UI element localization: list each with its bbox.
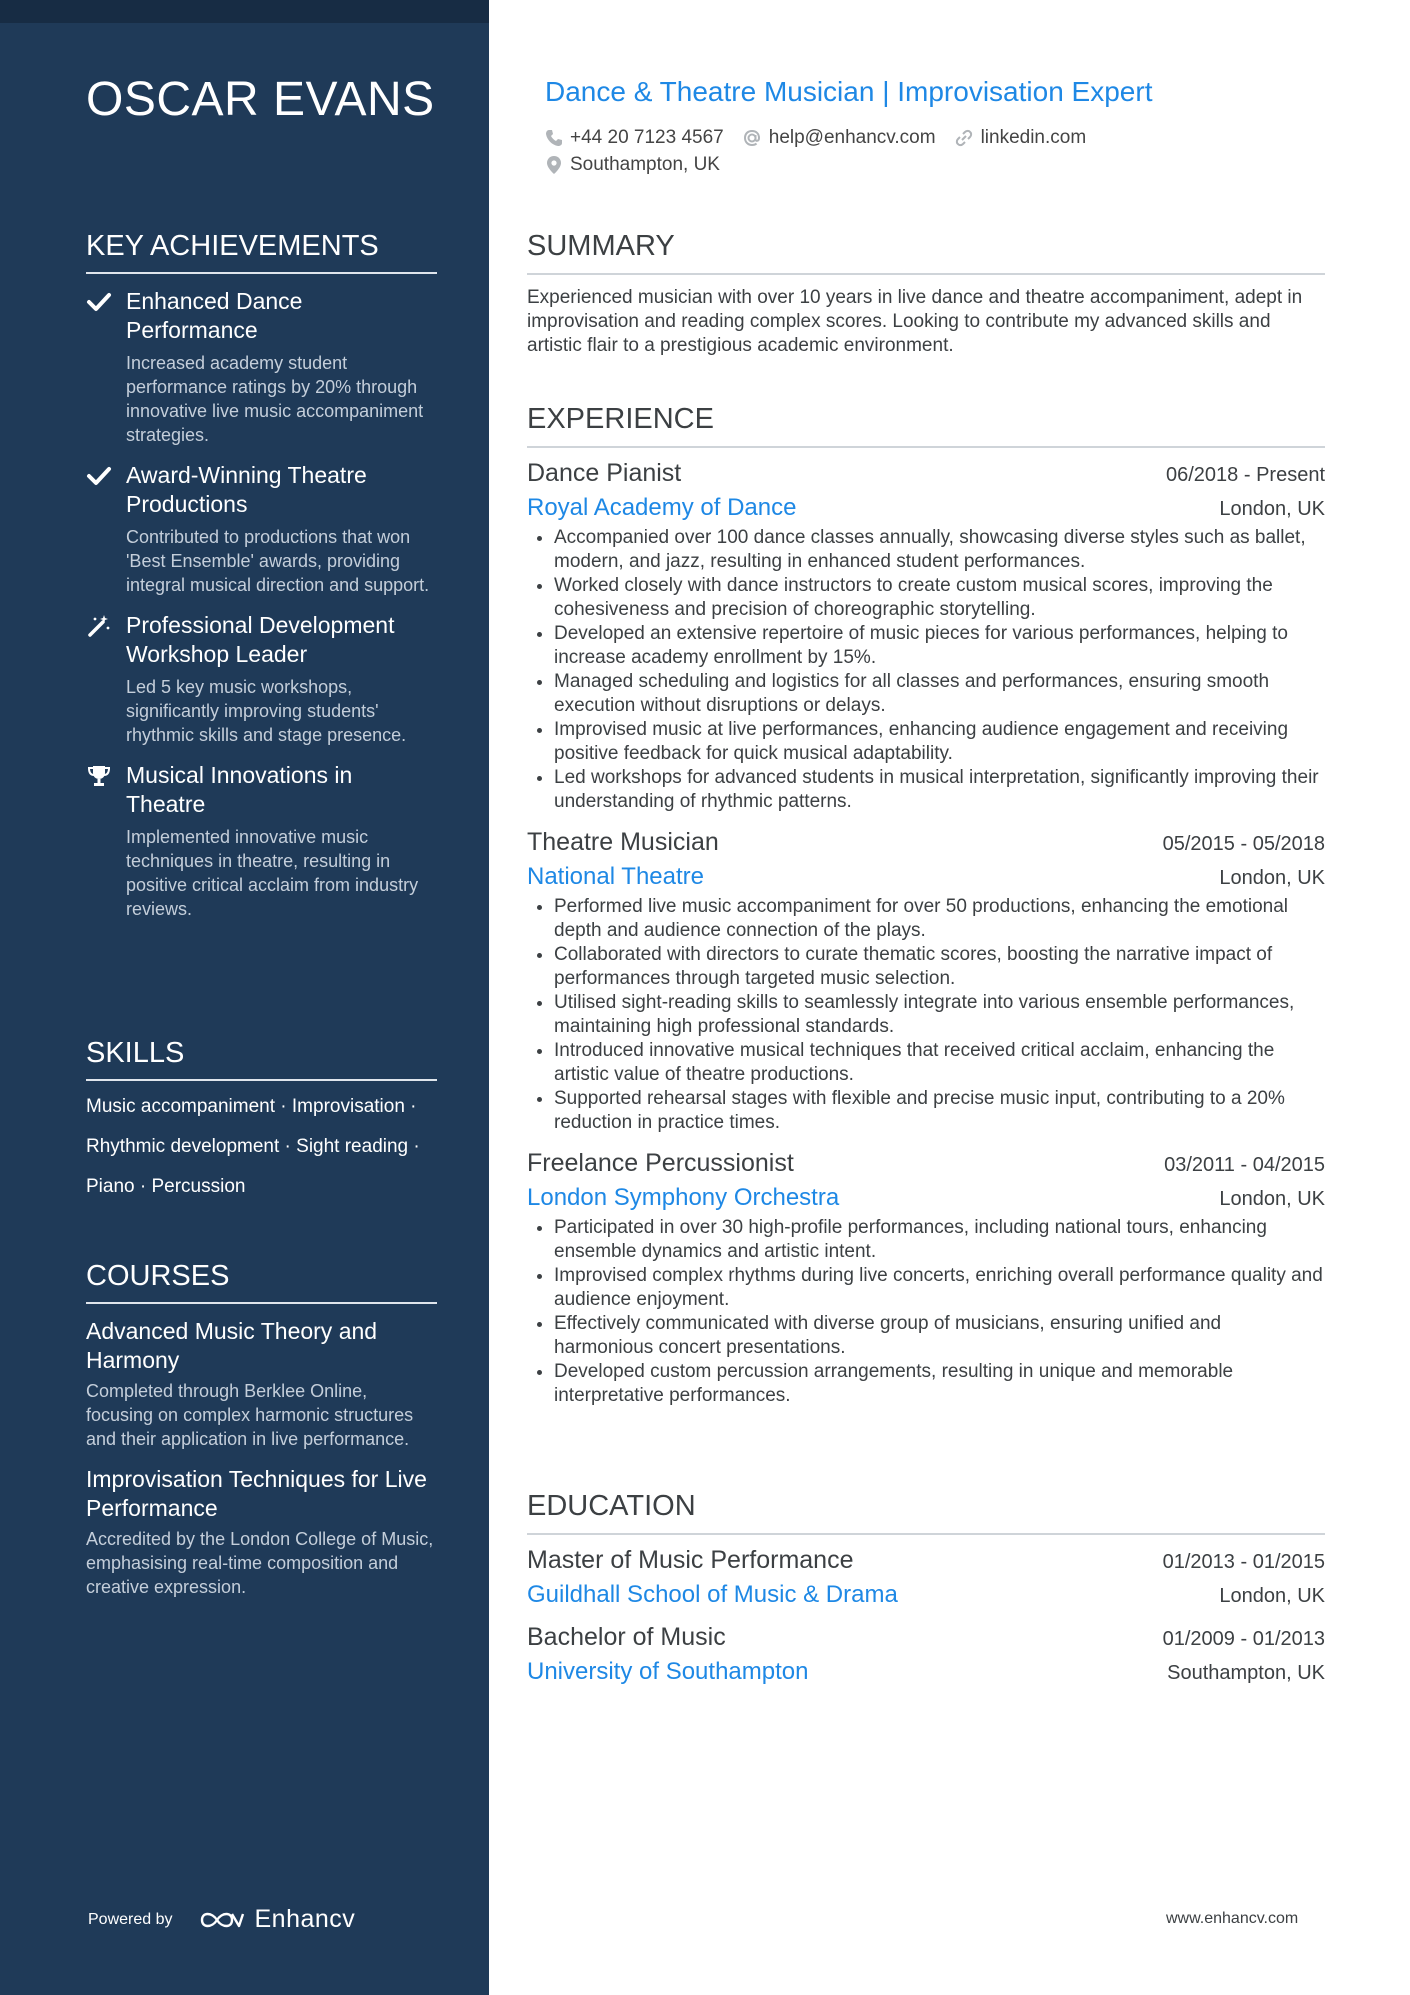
courses-section	[86, 1260, 437, 1599]
linkedin-link: linkedin.com	[980, 126, 1087, 148]
job-location: London, UK	[1219, 867, 1325, 889]
job-dates: 06/2018 - Present	[1166, 464, 1325, 486]
email-address: help@enhancv.com	[768, 126, 936, 148]
bullet-item: • Developed custom percussion arrangements, resulting in unique and memorable interpretative performances.	[554, 1360, 1325, 1408]
course-description: Completed through Berklee Online, focusing on complex harmonic structures and their application in live performance.	[86, 1381, 414, 1449]
courses-heading: COURSES	[86, 1260, 437, 1304]
achievement-description: Implemented innovative music techniques in theatre, resulting in positive critical acclaim from industry reviews.	[126, 827, 419, 919]
bullet-item: • Improvised music at live performances, enhancing audience engagement and receiving positive feedback for quick musical adaptability.	[554, 718, 1325, 766]
sidebar-top-bar	[0, 0, 489, 23]
summary-text: Experienced musician with over 10 years in live dance and theatre accompaniment, adept in improvisation and reading complex scores. Looking to contribute my advanced skills and artistic flair to a prestigious academic environment.	[527, 287, 1303, 356]
link-icon	[954, 128, 974, 148]
achievement-item	[86, 611, 437, 747]
degree-title: Bachelor of Music	[527, 1623, 726, 1651]
job-title: Freelance Percussionist	[527, 1149, 794, 1177]
summary-section	[527, 230, 1325, 358]
job-location: London, UK	[1219, 498, 1325, 520]
linkedin-contact[interactable]	[954, 127, 1087, 149]
phone-icon	[545, 129, 563, 147]
course-title: Improvisation Techniques for Live Performance	[86, 1466, 427, 1521]
experience-section	[527, 403, 1325, 1408]
course-description: Accredited by the London College of Music, emphasising real-time composition and creative expression.	[86, 1529, 434, 1597]
job-title: Theatre Musician	[527, 828, 719, 856]
school-name: University of Southampton	[527, 1658, 809, 1685]
bullet-item: • Introduced innovative musical techniques that received critical acclaim, enhancing the artistic value of theatre productions.	[554, 1039, 1325, 1087]
key-achievements-section	[86, 230, 437, 921]
achievement-title: Enhanced Dance Performance	[126, 288, 303, 343]
course-item	[86, 1465, 437, 1599]
education-dates: 01/2013 - 01/2015	[1162, 1551, 1325, 1573]
enhancv-logo-icon	[199, 1908, 245, 1932]
bullet-item: • Accompanied over 100 dance classes annually, showcasing diverse styles such as ballet, modern, and jazz, resulting in enhanced student performances.	[554, 526, 1325, 574]
contact-info	[545, 124, 1104, 178]
achievement-item	[86, 761, 437, 921]
achievement-description: Led 5 key music workshops, significantly improving students' rhythmic skills and stage presence.	[126, 677, 407, 745]
checkmark-icon	[86, 464, 112, 488]
job-title: Dance Pianist	[527, 459, 682, 487]
location-pin-icon	[545, 155, 563, 175]
bullet-item: • Supported rehearsal stages with flexible and precise music input, contributing to a 20% reduction in practice times.	[554, 1087, 1325, 1135]
location-contact	[545, 154, 720, 176]
bullet-item: • Participated in over 30 high-profile performances, including national tours, enhancing ensemble dynamics and artistic intent.	[554, 1216, 1325, 1264]
job-entry	[527, 828, 1325, 1135]
skills-section	[86, 1037, 437, 1199]
course-title: Advanced Music Theory and Harmony	[86, 1318, 378, 1373]
website-link[interactable]: www.enhancv.com	[1166, 1910, 1299, 1927]
education-dates: 01/2009 - 01/2013	[1162, 1628, 1325, 1650]
job-dates: 05/2015 - 05/2018	[1162, 833, 1325, 855]
phone-contact[interactable]	[545, 127, 724, 149]
education-section	[527, 1490, 1325, 1686]
company-name: National Theatre	[527, 863, 704, 890]
job-bullets	[527, 895, 1325, 1135]
bullet-item: • Led workshops for advanced students in musical interpretation, significantly improving their understanding of rhythmic patterns.	[554, 766, 1325, 814]
job-dates: 03/2011 - 04/2015	[1164, 1154, 1325, 1176]
candidate-name: OSCAR EVANS	[86, 73, 435, 126]
education-entry	[527, 1623, 1325, 1686]
bullet-item: • Improvised complex rhythms during live concerts, enriching overall performance quality and audience enjoyment.	[554, 1264, 1325, 1312]
achievement-title: Award-Winning Theatre Productions	[126, 462, 367, 517]
bullet-item: • Collaborated with directors to curate thematic scores, boosting the narrative impact of performances through targeted music selection.	[554, 943, 1325, 991]
company-name: London Symphony Orchestra	[527, 1184, 840, 1211]
job-bullets	[527, 1216, 1325, 1408]
skills-heading: SKILLS	[86, 1037, 437, 1081]
checkmark-icon	[86, 290, 112, 314]
headline: Dance & Theatre Musician | Improvisation Expert	[545, 76, 1153, 107]
achievement-item	[86, 461, 437, 597]
education-entry	[527, 1546, 1325, 1609]
at-icon	[742, 128, 762, 148]
skills-line: Rhythmic development · Sight reading ·	[86, 1136, 420, 1157]
achievement-title: Professional Development Workshop Leader	[126, 612, 395, 667]
experience-heading: EXPERIENCE	[527, 403, 1325, 448]
skills-line: Piano · Percussion	[86, 1176, 246, 1197]
bullet-item: • Developed an extensive repertoire of music pieces for various performances, helping to increase academy enrollment by 15%.	[554, 622, 1325, 670]
location-text: Southampton, UK	[570, 153, 720, 175]
degree-title: Master of Music Performance	[527, 1546, 854, 1574]
achievement-description: Contributed to productions that won 'Best Ensemble' awards, providing integral musical direction and support.	[126, 527, 430, 595]
magic-wand-icon	[86, 614, 112, 638]
job-bullets	[527, 526, 1325, 814]
company-name: Royal Academy of Dance	[527, 494, 797, 521]
education-location: London, UK	[1219, 1585, 1325, 1607]
powered-by-label: Powered by	[88, 1910, 173, 1928]
bullet-item: • Performed live music accompaniment for over 50 productions, enhancing the emotional depth and audience connection of the plays.	[554, 895, 1325, 943]
education-heading: EDUCATION	[527, 1490, 1325, 1535]
skills-line: Music accompaniment · Improvisation ·	[86, 1096, 417, 1117]
education-location: Southampton, UK	[1167, 1662, 1325, 1684]
achievement-description: Increased academy student performance ratings by 20% through innovative live music accompaniment strategies.	[126, 353, 424, 445]
school-name: Guildhall School of Music & Drama	[527, 1581, 898, 1608]
bullet-item: • Effectively communicated with diverse group of musicians, ensuring unified and harmonious concert presentations.	[554, 1312, 1325, 1360]
email-contact[interactable]	[742, 127, 936, 149]
trophy-icon	[86, 764, 112, 788]
bullet-item: • Managed scheduling and logistics for all classes and performances, ensuring smooth execution without disruptions or delays.	[554, 670, 1325, 718]
enhancv-brand: Enhancv	[254, 1905, 356, 1933]
achievement-item	[86, 287, 437, 447]
course-item	[86, 1317, 437, 1451]
achievement-title: Musical Innovations in Theatre	[126, 762, 353, 817]
key-achievements-heading: KEY ACHIEVEMENTS	[86, 230, 437, 274]
sidebar	[0, 0, 489, 1995]
bullet-item: • Utilised sight-reading skills to seamlessly integrate into various ensemble performances, maintaining high professional standards.	[554, 991, 1325, 1039]
summary-heading: SUMMARY	[527, 230, 1325, 275]
powered-by	[88, 1905, 355, 1934]
job-entry	[527, 459, 1325, 814]
job-entry	[527, 1149, 1325, 1408]
job-location: London, UK	[1219, 1188, 1325, 1210]
bullet-item: • Worked closely with dance instructors to create custom musical scores, improving the cohesiveness and precision of choreographic storytelling.	[554, 574, 1325, 622]
phone-number: +44 20 7123 4567	[570, 126, 724, 148]
